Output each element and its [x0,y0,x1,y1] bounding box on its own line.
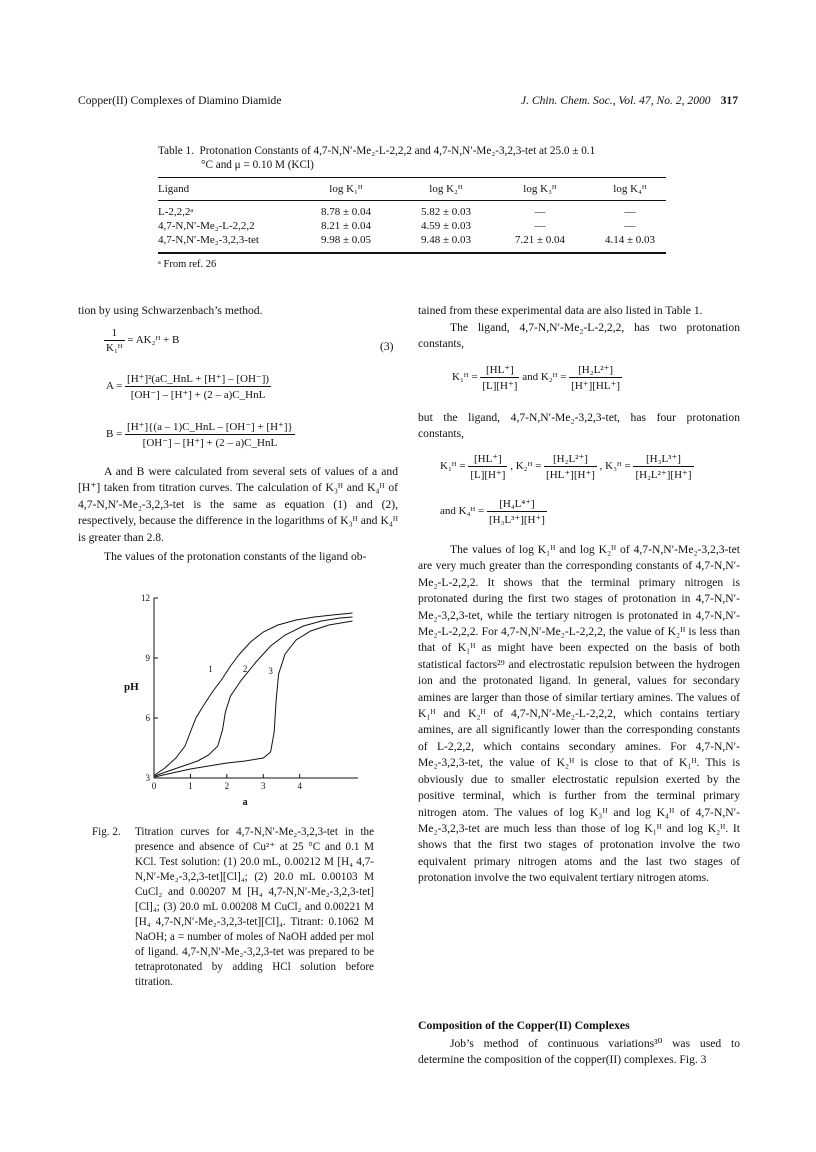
x-tick-label: 0 [151,781,157,791]
right-paragraph-2: The ligand, 4,7-N,N′-Me₂-L-2,2,2, has two protonation constants, [418,321,740,351]
x-axis-label: a [242,797,248,808]
series-line-1 [155,613,353,775]
figure-caption-text: Titration curves for 4,7-N,N′-Me₂-3,2,3-tet in the presence and absence of Cu²⁺ at 25 °C and 0.1 M KCl. Test solution: (1) 20.0 mL, 0.00212 M [H₄ 4,7-N,N′-Me₂-3,2,3-tet][Cl]₄; (2) 20.0 mL 0.00103 M CuCl₂ and 0.00207 M [H₄ 4,7-N,N′-Me₂-3,2,3-tet][Cl]₄; (3) 20.0 mL 0.00208 M CuCl₂ and 0.00221 M [H₄ 4,7-N,N′-Me₂-3,2,3-tet][Cl]₄. Titrant: 0.1062 M NaOH; a = number of moles of NaOH added per mol of ligand. 4,7-N,N′-Me₂-3,2,3-tet was prepared to be tetraprotonated by adding HCl solution before titration. [135,826,374,988]
table-footnote: ᵃ From ref. 26 [158,259,217,270]
journal-citation: J. Chin. Chem. Soc., Vol. 47, No. 2, 2000 [520,94,711,107]
running-header-journal [521,94,738,107]
table-caption [158,144,658,172]
running-header-title: Copper(II) Complexes of Diamino Diamide [78,94,282,107]
series-label-3: 3 [268,666,273,676]
right-paragraph-5: Job’s method of continuous variations³⁰ was used to determine the composition of the copper(II) complexes. Fig. 3 [418,1037,740,1067]
equation-3 [104,327,179,354]
table-header-cell: log K₄ᴴ [613,183,647,195]
series-line-2 [155,617,353,776]
k1-mid: and K₂ᴴ = [522,371,567,384]
t-k1-denominator: [L][H⁺] [470,469,506,481]
table-header-cell: Ligand [158,183,190,195]
left-paragraph-1: A and B were calculated from several sets of values of a and [H⁺] taken from titration curves. The calculation of K₃ᴴ and K₄ᴴ of 4,7-N,N′-Me₂-3,2,3-tet is the same as equation (1) and (2), respectively, because the difference in the logarithms of K₃ᴴ and K₄ᴴ is greater than 2.8. [78,465,398,544]
table-header-cell: log K₂ᴴ [429,183,463,195]
k1-lhs: K₁ᴴ = [452,371,478,384]
table-caption-line2: °C and μ = 0.10 M (KCl) [201,159,314,171]
table-caption-line1: Protonation Constants of 4,7-N,N′-Me₂-L-2,2,2 and 4,7-N,N′-Me₂-3,2,3-tet at 25.0 ± 0.1 [199,145,596,157]
equation-number: (3) [380,340,394,353]
t-k3-denominator: [H₂L²⁺][H⁺] [635,469,692,481]
equation-K-tet [440,452,694,481]
equation-K-L222 [452,363,622,392]
table-cell: 9.98 ± 0.05 [320,234,372,246]
figure-caption [92,825,374,990]
k1-denominator: [L][H⁺] [482,380,518,392]
eq3-numerator: 1 [104,327,125,341]
eqA-denominator: [OH⁻] – [H⁺] + (2 – a)C_HnL [130,389,266,401]
eq3-denominator: K₁ᴴ [106,342,123,354]
table-cell: 4.59 ± 0.03 [420,220,472,232]
t-k2-denominator: [HL⁺][H⁺] [546,469,595,481]
equation-A [106,372,271,401]
right-paragraph-4: The values of log K₁ᴴ and log K₂ᴴ of 4,7-N,N′-Me₂-3,2,3-tet are very much greater than the corresponding constants of 4,7-N,N′-Me₂-L-2,2,2. It shows that the terminal primary nitrogen is protonated during the first two stages of protonation in 4,7-N,N′-Me₂-3,2,3-tet, while the tertiary nitrogen is protonated in 4,7-N,N′-Me₂-L-2,2,2. For 4,7-N,N′-Me₂-L-2,2,2, the value of K₂ᴴ is less than that of K₁ᴴ as might have been expected on the basis of both statistical factors²⁹ and electrostatic repulsion between the hydrogen ion and the protonated ligand. In general, values for secondary amines are larger than those of similar tertiary amines. The values of K₁ᴴ and K₂ᴴ of 4,7-N,N′-Me₂-L-2,2,2, which contains tertiary amines, are all significantly lower than the corresponding constants of L-2,2,2, which contains secondary amines. For 4,7-N,N′-Me₂-3,2,3-tet, the value of K₂ᴴ is close to that of K₁ᴴ. This is obviously due to smaller electrostatic repulsion exerted by the positive terminal, which is further from the terminal primary nitrogen atom. The values of log K₃ᴴ and log K₄ᴴ of 4,7-N,N′-Me₂-3,2,3-tet are much less than those of log K₁ᴴ and log K₂ᴴ. It shows that the first two stages of protonation involve the two equivalent primary nitrogen atoms and the last two stages of protonation involve the two equivalent tertiary nitrogen atoms. [418,543,740,885]
t-k1-lhs: K₁ᴴ = [440,460,466,473]
y-tick-label: 3 [145,773,150,783]
equation-K4-tet [440,497,547,526]
x-tick-label: 4 [297,781,302,791]
k1-numerator: [HL⁺] [480,363,519,378]
equation-B [106,420,295,449]
t-k2-numerator: [H₂L²⁺] [544,452,597,467]
k2-denominator: [H⁺][HL⁺] [571,380,621,392]
y-tick-label: 9 [145,653,150,663]
table-cell: — [624,206,636,218]
left-intro-text: tion by using Schwarzenbach’s method. [78,304,263,317]
y-tick-label: 6 [145,713,150,723]
table-row [158,220,666,234]
x-tick-label: 1 [188,781,193,791]
t-k1-numerator: [HL⁺] [468,452,507,467]
titration-chart [118,588,364,810]
right-paragraph-1: tained from these experimental data are also listed in Table 1. [418,304,703,317]
series-line-3 [155,621,353,777]
table-cell: 9.48 ± 0.03 [420,234,472,246]
eqB-lhs: B = [106,428,123,441]
table-header-cell: log K₁ᴴ [329,183,363,195]
table-cell: — [534,220,546,232]
table-cell: 5.82 ± 0.03 [420,206,472,218]
table-header-cell: log K₃ᴴ [523,183,557,195]
y-axis-label: pH [124,681,139,693]
eqB-denominator: [OH⁻] – [H⁺] + (2 – a)C_HnL [142,437,278,449]
section-heading: Composition of the Copper(II) Complexes [418,1018,630,1032]
table-row [158,206,666,220]
page-number: 317 [720,94,738,107]
series-label-1: 1 [208,664,213,674]
k2-numerator: [H₂L²⁺] [569,363,622,378]
table-cell: 4,7-N,N′-Me₂-3,2,3-tet [158,234,259,246]
y-tick-label: 12 [141,593,150,603]
table-cell: 8.78 ± 0.04 [320,206,372,218]
table-cell: 8.21 ± 0.04 [320,220,372,232]
table-cell: L-2,2,2ᵃ [158,206,194,218]
table-row [158,234,666,248]
figure-caption-label: Fig. 2. [92,826,121,838]
chart-series [155,613,353,777]
eqA-lhs: A = [106,380,123,393]
x-tick-label: 2 [224,781,230,791]
t-k4-lhs: and K₄ᴴ = [440,505,485,518]
eqA-numerator: [H⁺]²(aC_HnL + [H⁺] – [OH⁻]) [127,373,270,385]
table-cell: 4,7-N,N′-Me₂-L-2,2,2 [158,220,255,232]
t-k4-numerator: [H₄L⁴⁺] [487,497,547,512]
series-label-2: 2 [242,664,248,674]
table-header-rule [158,200,666,201]
table-top-rule [158,177,666,178]
t-k2-lhs: , K₂ᴴ = [510,460,542,473]
table-cell: 4.14 ± 0.03 [604,234,656,246]
t-k3-numerator: [H₃L³⁺] [633,452,693,467]
table-cell: 7.21 ± 0.04 [514,234,566,246]
table-caption-label: Table 1. [158,145,194,157]
eq3-rhs: = AK₂ᴴ + B [127,334,180,347]
table-bottom-rule [158,252,666,254]
x-tick-label: 3 [261,781,266,791]
right-paragraph-3: but the ligand, 4,7-N,N′-Me₂-3,2,3-tet, has four protonation constants, [418,411,740,441]
left-paragraph-2: The values of the protonation constants of the ligand ob- [104,550,367,563]
table-cell: — [534,206,546,218]
t-k3-lhs: , K₃ᴴ = [599,460,631,473]
t-k4-denominator: [H₃L³⁺][H⁺] [488,514,545,526]
eqB-numerator: [H⁺]{(a – 1)C_HnL – [OH⁻] + [H⁺]} [127,421,293,433]
table-cell: — [624,220,636,232]
table-header-row [158,183,666,197]
